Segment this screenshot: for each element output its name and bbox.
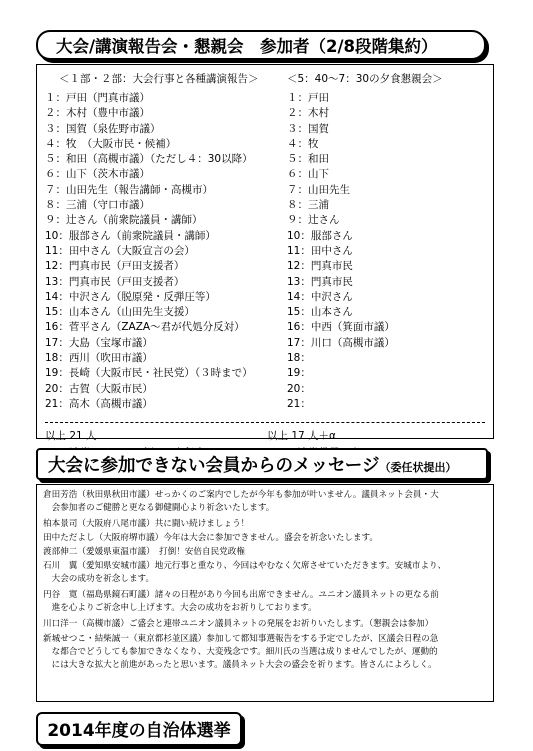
messages-title-main: 大会に参加できない会員からのメッセージ	[48, 456, 380, 476]
participant-entry: 21：高木（高槻市議）	[45, 397, 153, 410]
participant-entry: 18：西川（吹田市議）	[45, 352, 153, 365]
participant-entry: 13：門真市民（戸田支援者）	[45, 275, 185, 288]
message-line: な都合でどうしても参加できなくなり、大変残念です。細川氏の当選は成りませんでしたが、運動的	[43, 647, 438, 657]
participant-entry: 14：中沢さん（脱原発・反弾圧等）	[45, 290, 216, 303]
left-participant-list	[45, 91, 253, 412]
dinner-participant-entry: 10：服部さん	[287, 229, 353, 242]
right-column-header: ＜5：40〜7：30の夕食懇親会＞	[287, 73, 443, 85]
message-line: 田中ただよし（大阪府堺市議）今年は大会に参加できません。盛会を祈念いたします。	[43, 533, 378, 543]
participant-entry: ９：辻さん（前衆院議員・講師）	[45, 214, 203, 227]
dinner-participant-entry: 13：門真市民	[287, 275, 353, 288]
dinner-participant-entry: 14：中沢さん	[287, 290, 353, 303]
participant-entry: 15：山本さん（山田先生支援）	[45, 306, 195, 319]
message-line: 石川 翼（愛知県安城市議）地元行事と重なり、今回はやむなく欠席させていただきます。安城市より、	[43, 561, 447, 571]
dinner-participant-entry: 20：	[287, 382, 311, 395]
dinner-participant-entry: ３：国賀	[287, 122, 329, 135]
dinner-participant-entry: 15：山本さん	[287, 306, 353, 319]
participant-entry: ８：三浦（守口市議）	[45, 199, 150, 212]
dinner-participant-entry: ８：三浦	[287, 199, 329, 212]
participant-entry: 16：菅平さん（ZAZA〜君が代処分反対）	[45, 321, 245, 334]
participant-entry: 20：古賀（大阪市民）	[45, 382, 153, 395]
participant-entry: 10：服部さん（前衆院議員・講師）	[45, 229, 216, 242]
message-line: 進を心よりご祈念申し上げます。大会の成功をお祈りしております。	[43, 603, 317, 613]
participant-entry: ５：和田（高槻市議）（ただし４：30以降）	[45, 153, 253, 166]
right-total: 以上 17 人＋α	[267, 430, 336, 442]
dinner-participant-entry: 21：	[287, 397, 311, 410]
participant-entry: 17：大島（宝塚市議）	[45, 336, 153, 349]
participants-title: 大会/講演報告会・懇親会 参加者（2/8段階集約）	[36, 30, 486, 60]
message-line: 大会の成功を祈念します。	[43, 574, 155, 584]
messages-title	[36, 448, 488, 480]
participant-entry: 11：田中さん（大阪宣言の会）	[45, 244, 195, 257]
elections-title: 2014年度の自治体選挙	[36, 712, 242, 746]
participant-entry: ７：山田先生（報告講師・高槻市）	[45, 183, 213, 196]
dashed-divider	[45, 422, 485, 423]
right-participant-list	[287, 91, 395, 412]
dinner-participant-entry: ７：山田先生	[287, 183, 350, 196]
dinner-participant-entry: 17：川口（高槻市議）	[287, 336, 395, 349]
participant-entry: 12：門真市民（戸田支援者）	[45, 260, 185, 273]
dinner-participant-entry: 12：門真市民	[287, 260, 353, 273]
participant-entry: １：戸田（門真市議）	[45, 92, 150, 104]
dinner-participant-entry: ９：辻さん	[287, 214, 340, 227]
message-line: には大きな拡大と前進があったと思います。議員ネット大会の盛会を祈ります。皆さんによろしく。	[43, 660, 437, 670]
left-column-header: ＜１部・２部：大会行事と各種講演報告＞	[59, 73, 259, 85]
messages-title-note: （委任状提出）	[379, 461, 457, 474]
dinner-participant-entry: 19：	[287, 367, 311, 380]
messages-box	[36, 484, 494, 702]
left-total: 以上 21 人	[45, 430, 97, 442]
dinner-participant-entry: １：戸田	[287, 92, 329, 104]
participant-entry: 19：長崎（大阪市民・社民党）（３時まで）	[45, 367, 253, 380]
dinner-participant-entry: 11：田中さん	[287, 244, 353, 257]
dinner-participant-entry: ４：牧	[287, 137, 319, 150]
dinner-participant-entry: ５：和田	[287, 153, 329, 166]
message-line: 柏本景司（大阪府八尾市議）共に闘い続けましょう！	[43, 519, 250, 529]
dinner-participant-entry: 16：中西（箕面市議）	[287, 321, 395, 334]
participant-entry: ４：牧 （大阪市民・候補）	[45, 137, 177, 150]
participant-entry: ３：国賀（泉佐野市議）	[45, 122, 161, 135]
dinner-participant-entry: 18：	[287, 352, 311, 365]
participants-list-box	[36, 64, 494, 442]
participant-entry: ６：山下（茨木市議）	[45, 168, 150, 181]
participant-entry: ２：木村（豊中市議）	[45, 107, 150, 120]
dinner-participant-entry: ２：木村	[287, 107, 329, 120]
message-line: 渡部伸二（愛媛県東温市議） 打倒！安倍自民党政権	[43, 547, 245, 557]
message-line: 円谷 寛（福島県鏡石町議）諸々の日程があり今回も出席できません。ユニオン議員ネットの更なる前	[43, 590, 439, 600]
message-line: 倉田芳浩（秋田県秋田市議）せっかくのご案内でしたが今年も参加が叶いません。議員ネット会員・大	[43, 490, 439, 500]
dinner-participant-entry: ６：山下	[287, 168, 329, 181]
message-line: 新城せつこ・結柴誠一（東京都杉並区議）参加して都知事選報告をする予定でしたが、区議会日程の急	[43, 634, 439, 644]
message-line: 会参加者のご健勝と更なる御健闘心より祈念いたします。	[43, 503, 275, 513]
message-line: 川口洋一（高槻市議）ご盛会と連帯ユニオン議員ネットの発展をお祈りいたします。（懇親会は参加）	[43, 619, 434, 629]
